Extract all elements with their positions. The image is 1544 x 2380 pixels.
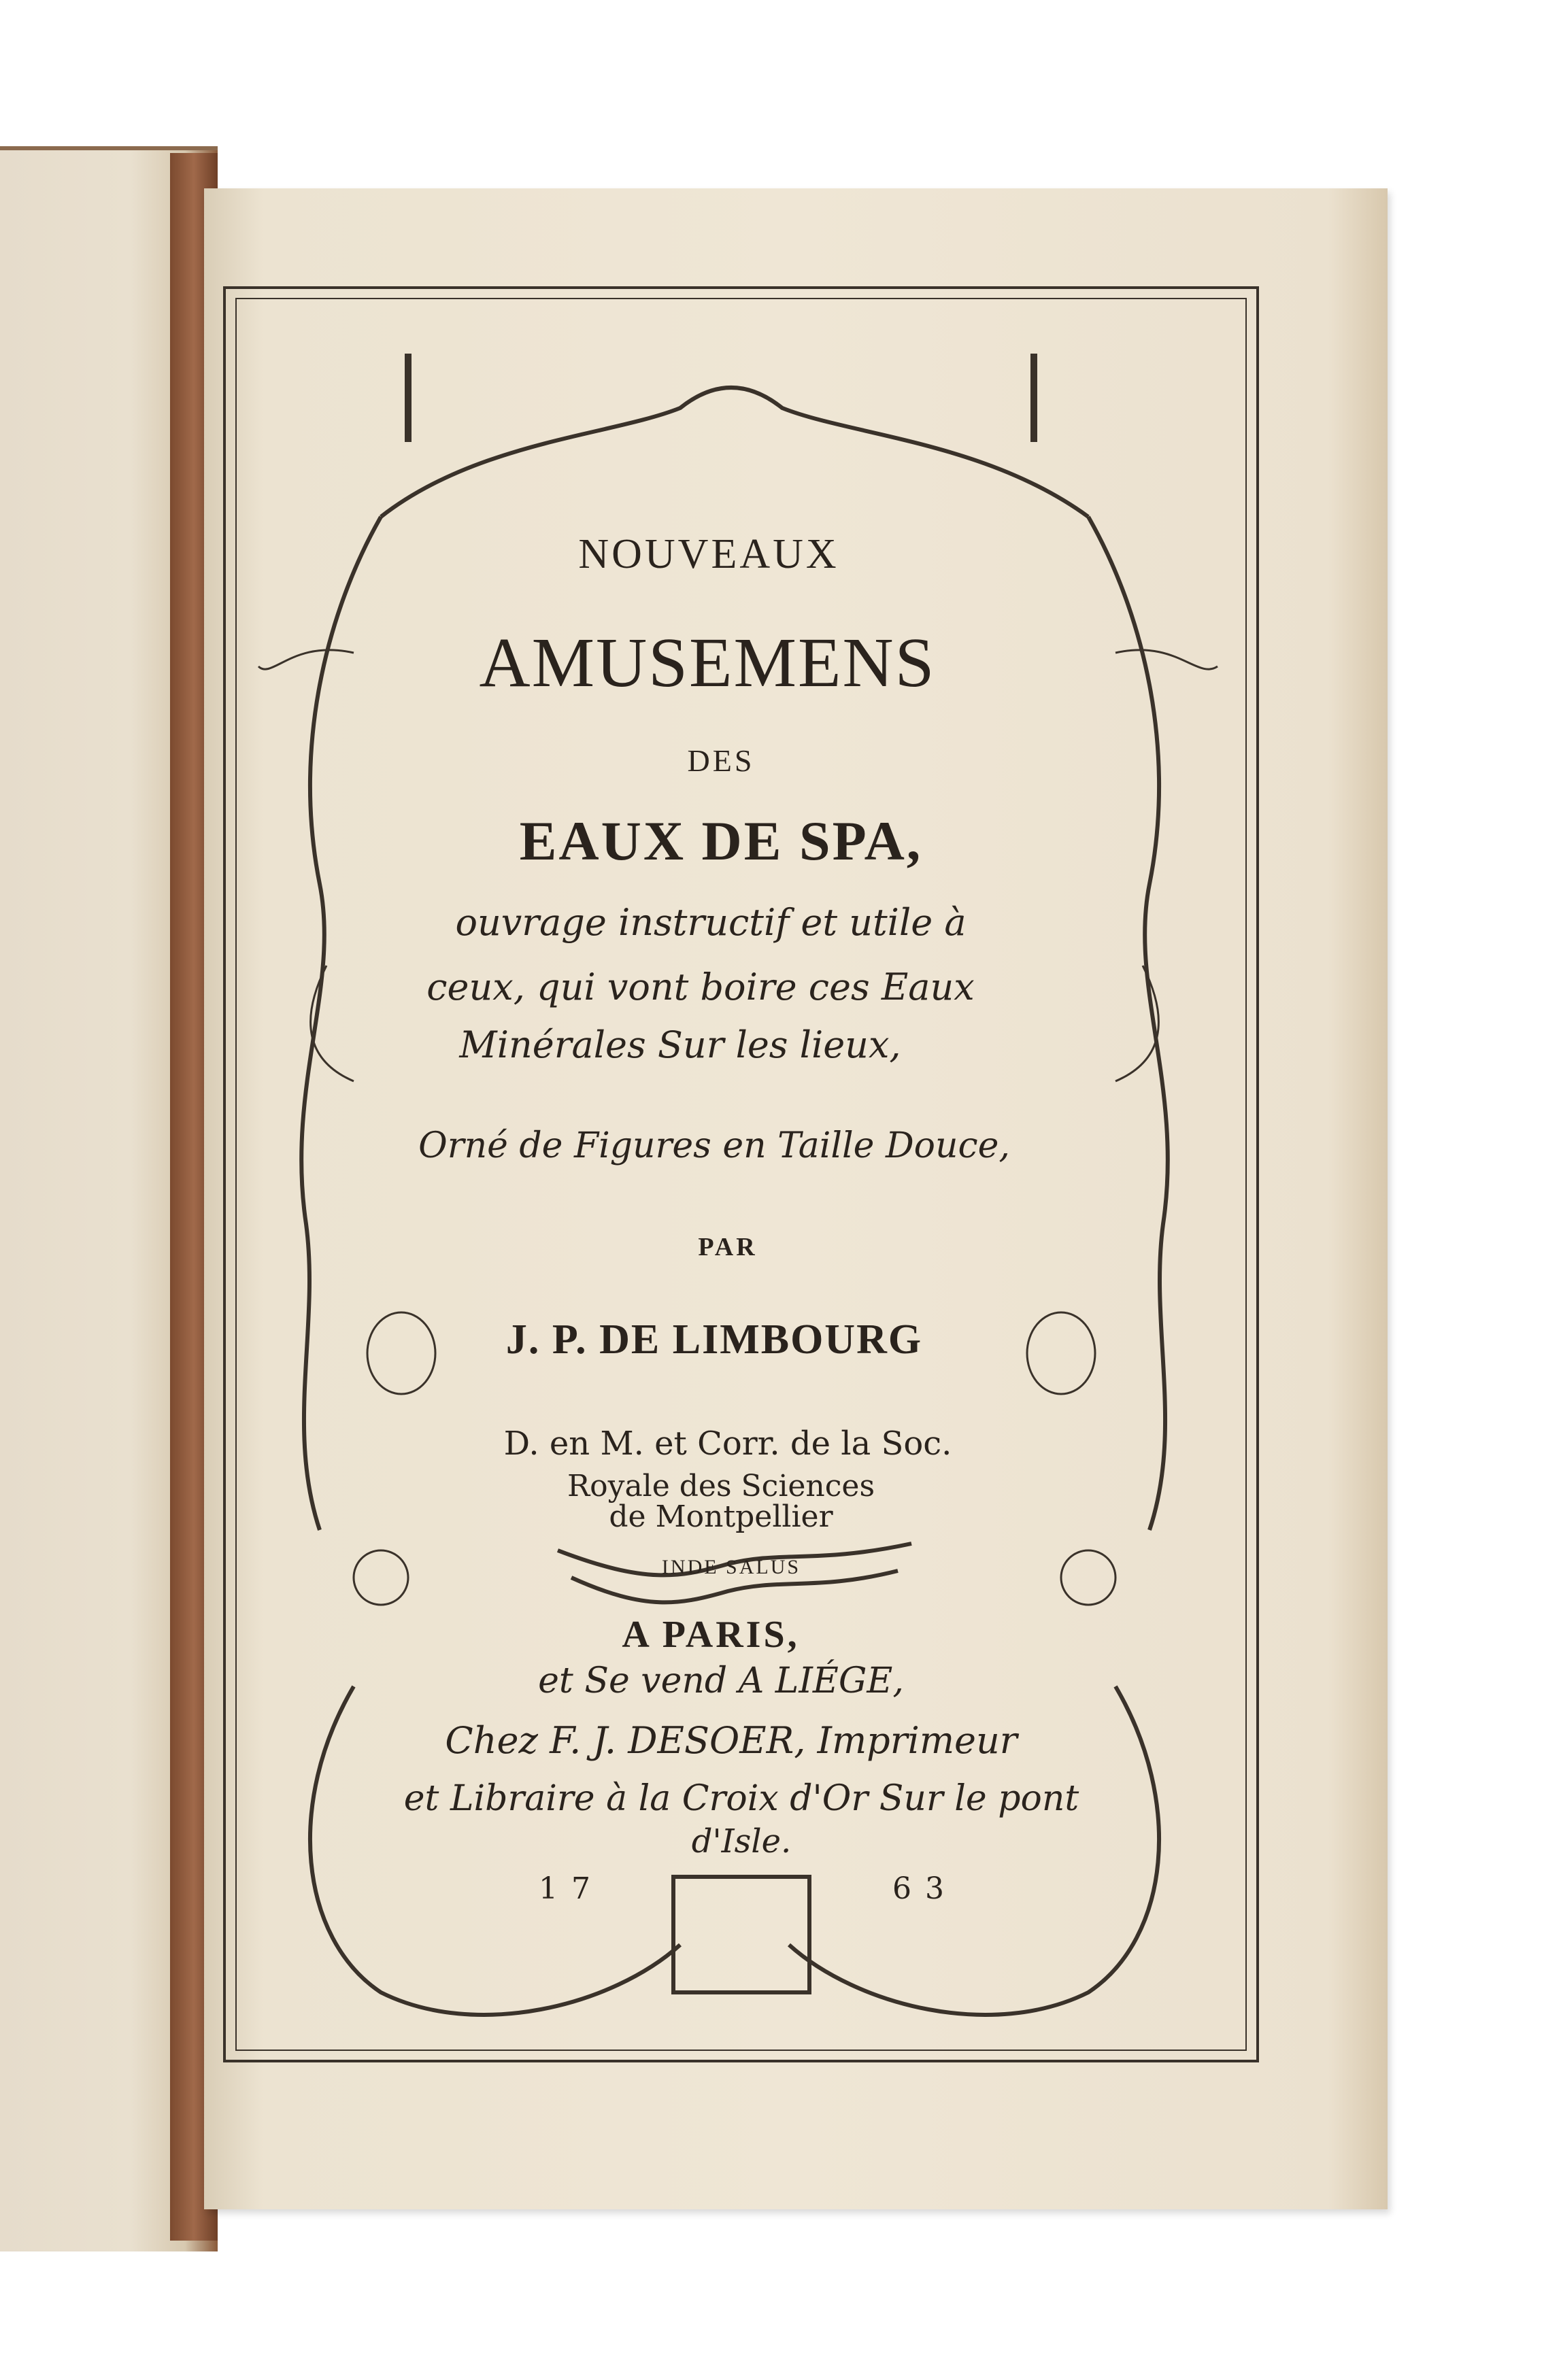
by-label: PAR [698,1233,758,1261]
title-line-2: AMUSEMENS [479,624,936,702]
imprint-line-2: et Se vend A LIÉGE, [538,1661,904,1701]
illustration-note: Orné de Figures en Taille Douce, [418,1125,1010,1166]
year-right: 63 [892,1871,958,1906]
imprint-address: et Libraire à la Croix d'Or Sur le pont [403,1778,1079,1819]
author-credentials-line-3: de Montpellier [609,1499,833,1534]
title-line-3: DES [687,743,755,778]
title-line-1: NOUVEAUX [578,531,839,577]
author-name: J. P. DE LIMBOURG [505,1316,923,1363]
subtitle-line-2: ceux, qui vont boire ces Eaux [426,966,975,1008]
motto-banner: INDE SALUS [661,1556,801,1578]
year-left: 17 [539,1871,604,1906]
imprint-address-end: d'Isle. [691,1822,792,1860]
subtitle-line-1: ouvrage instructif et utile à [455,901,967,944]
imprint-city: A PARIS, [622,1614,800,1656]
author-credentials-line-1: D. en M. et Corr. de la Soc. [503,1425,952,1463]
title-line-4: EAUX DE SPA, [519,810,923,872]
subtitle-line-3: Minérales Sur les lieux, [459,1023,901,1066]
author-credentials-line-2: Royale des Sciences [567,1469,875,1503]
imprint-printer: Chez F. J. DESOER, Imprimeur [445,1719,1018,1762]
